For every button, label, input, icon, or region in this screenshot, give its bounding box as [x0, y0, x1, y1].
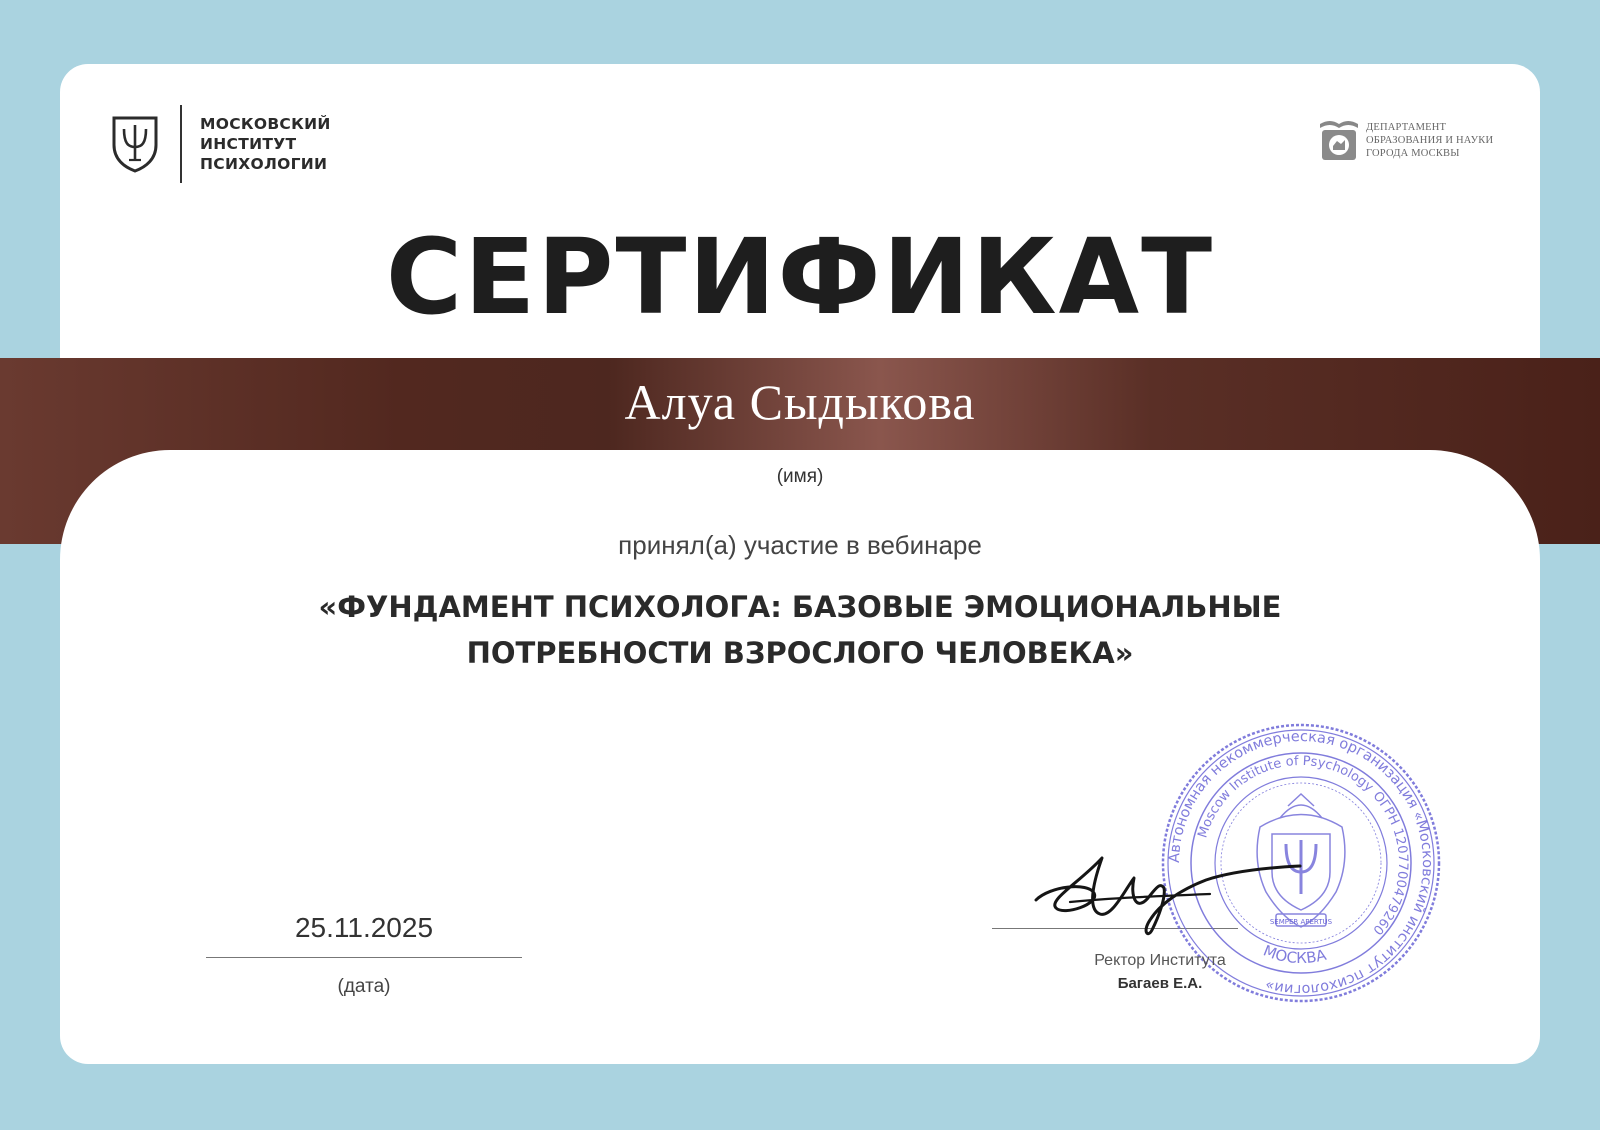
- institute-name: [200, 114, 331, 174]
- seal-outer-text: Автономная некоммерческая организация «Московский институт психологии»: [1166, 728, 1436, 998]
- webinar-title-line: ПОТРЕБНОСТИ ВЗРОСЛОГО ЧЕЛОВЕКА»: [466, 636, 1134, 670]
- department-logo: [1318, 116, 1493, 164]
- institute-name-line: ПСИХОЛОГИИ: [200, 155, 328, 173]
- certificate-title: СЕРТИФИКАТ: [385, 216, 1215, 338]
- institute-name-line: ИНСТИТУТ: [200, 135, 297, 153]
- rector-title: Ректор Института: [1094, 952, 1226, 969]
- department-name-line: ДЕПАРТАМЕНТ: [1366, 121, 1447, 133]
- seal-inner-text: Moscow Institute of Psychology: [1195, 753, 1377, 840]
- institute-name-line: МОСКОВСКИЙ: [200, 115, 331, 133]
- date-underline: [206, 957, 522, 958]
- institute-logo: [110, 104, 331, 184]
- date-value: 25.11.2025: [294, 912, 434, 943]
- department-name-line: ГОРОДА МОСКВЫ: [1366, 147, 1460, 159]
- date-caption: (дата): [337, 976, 391, 997]
- moscow-education-emblem-icon: [1318, 116, 1360, 164]
- seal-city-text: МОСКВА: [1260, 941, 1329, 968]
- department-name: [1366, 121, 1493, 160]
- department-name-line: ОБРАЗОВАНИЯ И НАУКИ: [1366, 134, 1494, 146]
- seal-ogrn-text: ОГРН 1207700479260: [1369, 788, 1411, 938]
- rector-name: Багаев Е.А.: [1117, 975, 1203, 992]
- name-caption: (имя): [776, 466, 824, 487]
- recipient-name: Алуа Сыдыкова: [624, 374, 976, 430]
- webinar-title: [200, 584, 1400, 676]
- rector-signature: [1030, 838, 1330, 948]
- webinar-title-line: «ФУНДАМЕНТ ПСИХОЛОГА: БАЗОВЫЕ ЭМОЦИОНАЛЬНЫЕ: [318, 590, 1282, 624]
- seal-motto-text: SEMPER APERTUS: [1269, 918, 1333, 926]
- logo-divider: [180, 105, 182, 183]
- psi-shield-icon: [110, 115, 160, 173]
- participation-text: принял(а) участие в вебинаре: [618, 530, 982, 560]
